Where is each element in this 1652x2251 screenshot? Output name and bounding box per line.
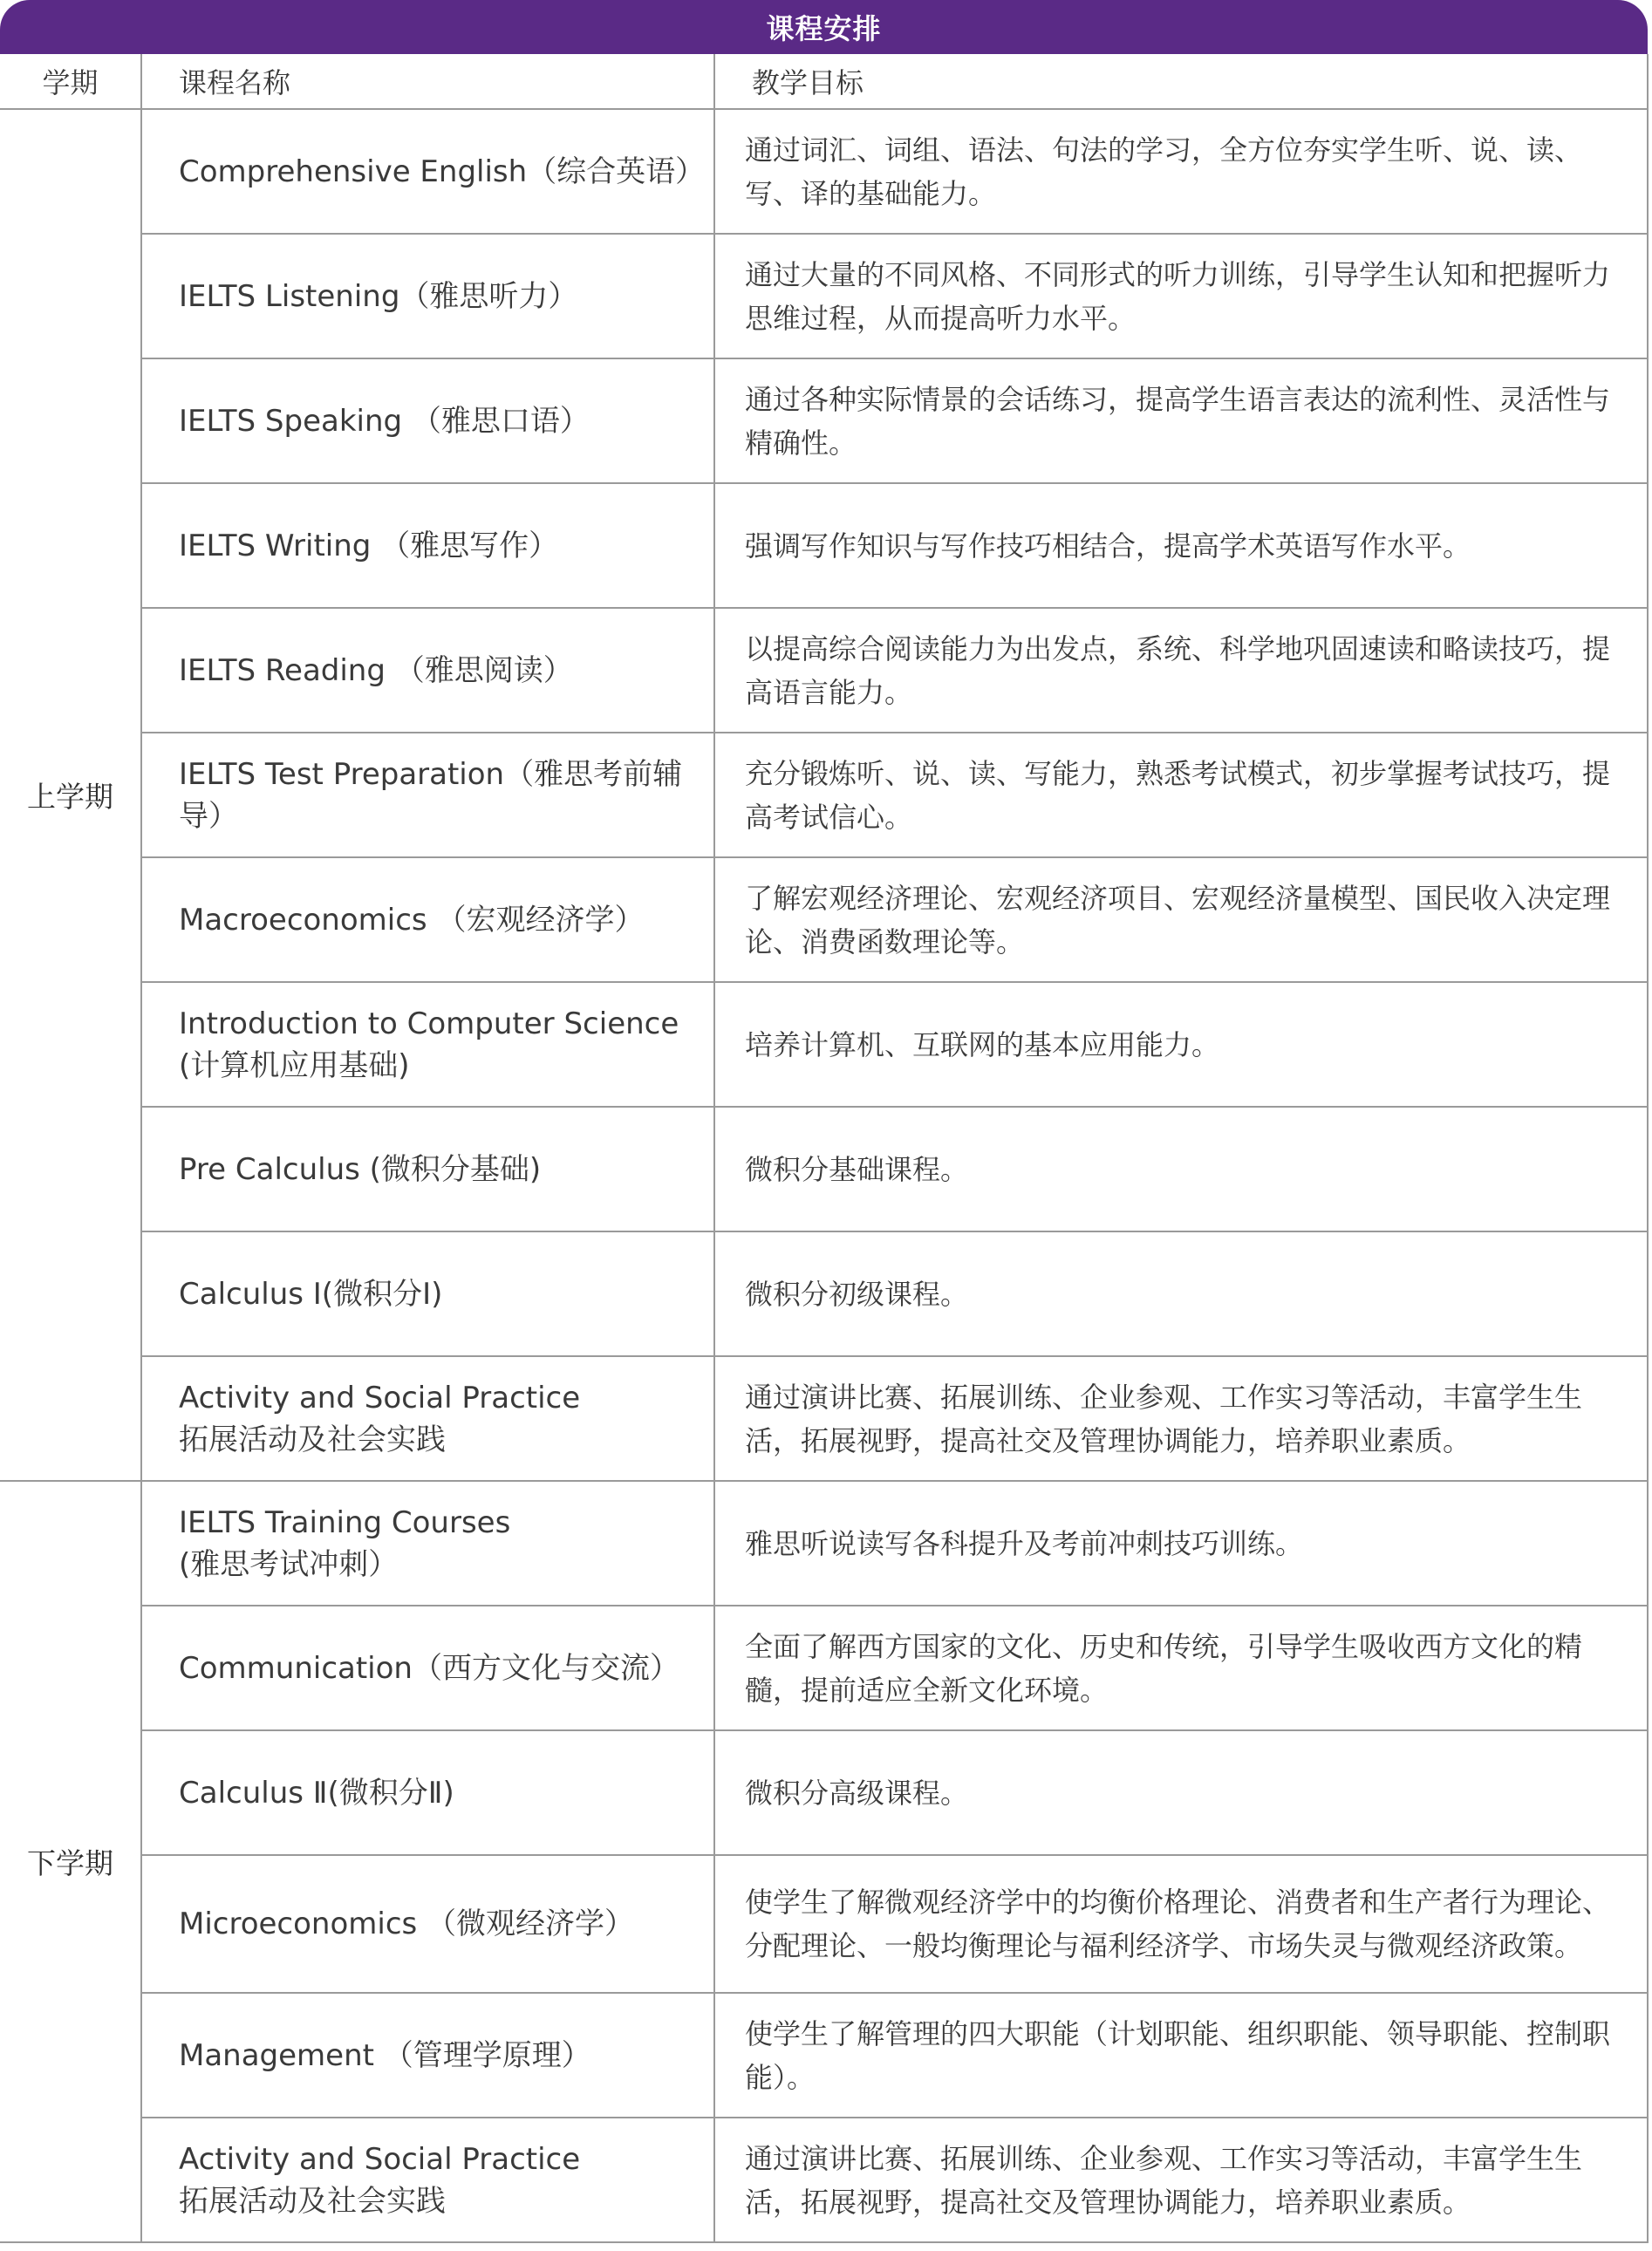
course-name	[141, 1356, 714, 1481]
course-name-line: Comprehensive English（综合英语）	[179, 153, 706, 189]
table-row	[0, 358, 1648, 483]
course-name	[141, 358, 714, 483]
course-name-line: IELTS Speaking （雅思口语）	[179, 403, 590, 439]
course-name-line: Pre Calculus (微积分基础)	[179, 1151, 542, 1187]
course-goal: 全面了解西方国家的文化、历史和传统，引导学生吸收西方文化的精髓，提前适应全新文化环境。	[714, 1606, 1648, 1730]
semester-label: 下学期	[0, 1481, 141, 2242]
course-goal: 充分锻炼听、说、读、写能力，熟悉考试模式，初步掌握考试技巧，提高考试信心。	[714, 733, 1648, 857]
course-name-line: Communication（西方文化与交流）	[179, 1650, 679, 1686]
table-row	[0, 1481, 1648, 1606]
semester-label: 上学期	[0, 109, 141, 1481]
table-row	[0, 1730, 1648, 1855]
course-goal: 通过演讲比赛、拓展训练、企业参观、工作实习等活动，丰富学生生活，拓展视野，提高社交及管理协调能力，培养职业素质。	[714, 2118, 1648, 2242]
course-name-line: Activity and Social Practice	[179, 1380, 581, 1415]
course-goal: 使学生了解管理的四大职能（计划职能、组织职能、领导职能、控制职能）。	[714, 1993, 1648, 2118]
course-name-line: IELTS Test Preparation（雅思考前辅导）	[179, 756, 683, 834]
course-name-line: Macroeconomics （宏观经济学）	[179, 902, 645, 938]
table-row	[0, 608, 1648, 733]
course-schedule-body	[0, 54, 1648, 2242]
course-name-line: 拓展活动及社会实践	[179, 1422, 446, 1457]
course-name-line: Calculus Ⅱ(微积分Ⅱ)	[179, 1775, 454, 1811]
section-title: 课程安排	[766, 12, 882, 45]
section-title-banner	[0, 0, 1648, 54]
table-row	[0, 1107, 1648, 1231]
course-name	[141, 483, 714, 608]
course-name-line: Calculus Ⅰ(微积分Ⅰ)	[179, 1276, 443, 1312]
header-term: 学期	[0, 54, 141, 109]
course-name	[141, 1993, 714, 2118]
table-row	[0, 1356, 1648, 1481]
course-name	[141, 109, 714, 234]
course-name	[141, 733, 714, 857]
course-name-line: IELTS Reading （雅思阅读）	[179, 652, 573, 688]
course-name-line: (计算机应用基础)	[179, 1047, 410, 1083]
course-name	[141, 608, 714, 733]
table-header-row	[0, 54, 1648, 109]
table-row	[0, 982, 1648, 1107]
table-row	[0, 1606, 1648, 1730]
table-row	[0, 857, 1648, 982]
course-goal: 通过各种实际情景的会话练习，提高学生语言表达的流利性、灵活性与精确性。	[714, 358, 1648, 483]
course-goal: 强调写作知识与写作技巧相结合，提高学术英语写作水平。	[714, 483, 1648, 608]
table-row	[0, 483, 1648, 608]
course-goal: 以提高综合阅读能力为出发点，系统、科学地巩固速读和略读技巧，提高语言能力。	[714, 608, 1648, 733]
course-goal: 培养计算机、互联网的基本应用能力。	[714, 982, 1648, 1107]
table-row	[0, 1993, 1648, 2118]
course-name	[141, 2118, 714, 2242]
course-name	[141, 1107, 714, 1231]
course-name-line: Management （管理学原理）	[179, 2037, 591, 2073]
course-goal: 使学生了解微观经济学中的均衡价格理论、消费者和生产者行为理论、分配理论、一般均衡理论与福利经济学、市场失灵与微观经济政策。	[714, 1855, 1648, 1993]
course-name	[141, 1481, 714, 1606]
course-schedule-table	[0, 54, 1649, 2243]
table-row	[0, 1231, 1648, 1356]
course-name-line: (雅思考试冲刺）	[179, 1546, 399, 1582]
course-goal: 雅思听说读写各科提升及考前冲刺技巧训练。	[714, 1481, 1648, 1606]
course-name-line: IELTS Listening（雅思听力）	[179, 278, 578, 314]
course-goal: 通过演讲比赛、拓展训练、企业参观、工作实习等活动，丰富学生生活，拓展视野，提高社交及管理协调能力，培养职业素质。	[714, 1356, 1648, 1481]
course-name-line: Microeconomics （微观经济学）	[179, 1907, 635, 1941]
course-name	[141, 1231, 714, 1356]
header-goal: 教学目标	[714, 54, 1648, 109]
course-name	[141, 982, 714, 1107]
course-name-line: Activity and Social Practice	[179, 2141, 581, 2177]
course-goal: 通过词汇、词组、语法、句法的学习，全方位夯实学生听、说、读、写、译的基础能力。	[714, 109, 1648, 234]
course-name-line: IELTS Training Courses	[179, 1504, 511, 1540]
course-goal: 通过大量的不同风格、不同形式的听力训练，引导学生认知和把握听力思维过程，从而提高听力水平。	[714, 234, 1648, 358]
course-name	[141, 1855, 714, 1993]
course-name	[141, 857, 714, 982]
table-row	[0, 109, 1648, 234]
course-name	[141, 234, 714, 358]
course-name-line: IELTS Writing （雅思写作）	[179, 528, 559, 563]
course-goal: 了解宏观经济理论、宏观经济项目、宏观经济量模型、国民收入决定理论、消费函数理论等。	[714, 857, 1648, 982]
table-row	[0, 1855, 1648, 1993]
table-row	[0, 234, 1648, 358]
course-goal: 微积分高级课程。	[714, 1730, 1648, 1855]
course-name-line: 拓展活动及社会实践	[179, 2183, 446, 2219]
table-row	[0, 2118, 1648, 2242]
table-row	[0, 733, 1648, 857]
course-goal: 微积分初级课程。	[714, 1231, 1648, 1356]
course-name	[141, 1606, 714, 1730]
course-name-line: Introduction to Computer Science	[179, 1006, 679, 1041]
course-name	[141, 1730, 714, 1855]
course-goal: 微积分基础课程。	[714, 1107, 1648, 1231]
header-course: 课程名称	[141, 54, 714, 109]
